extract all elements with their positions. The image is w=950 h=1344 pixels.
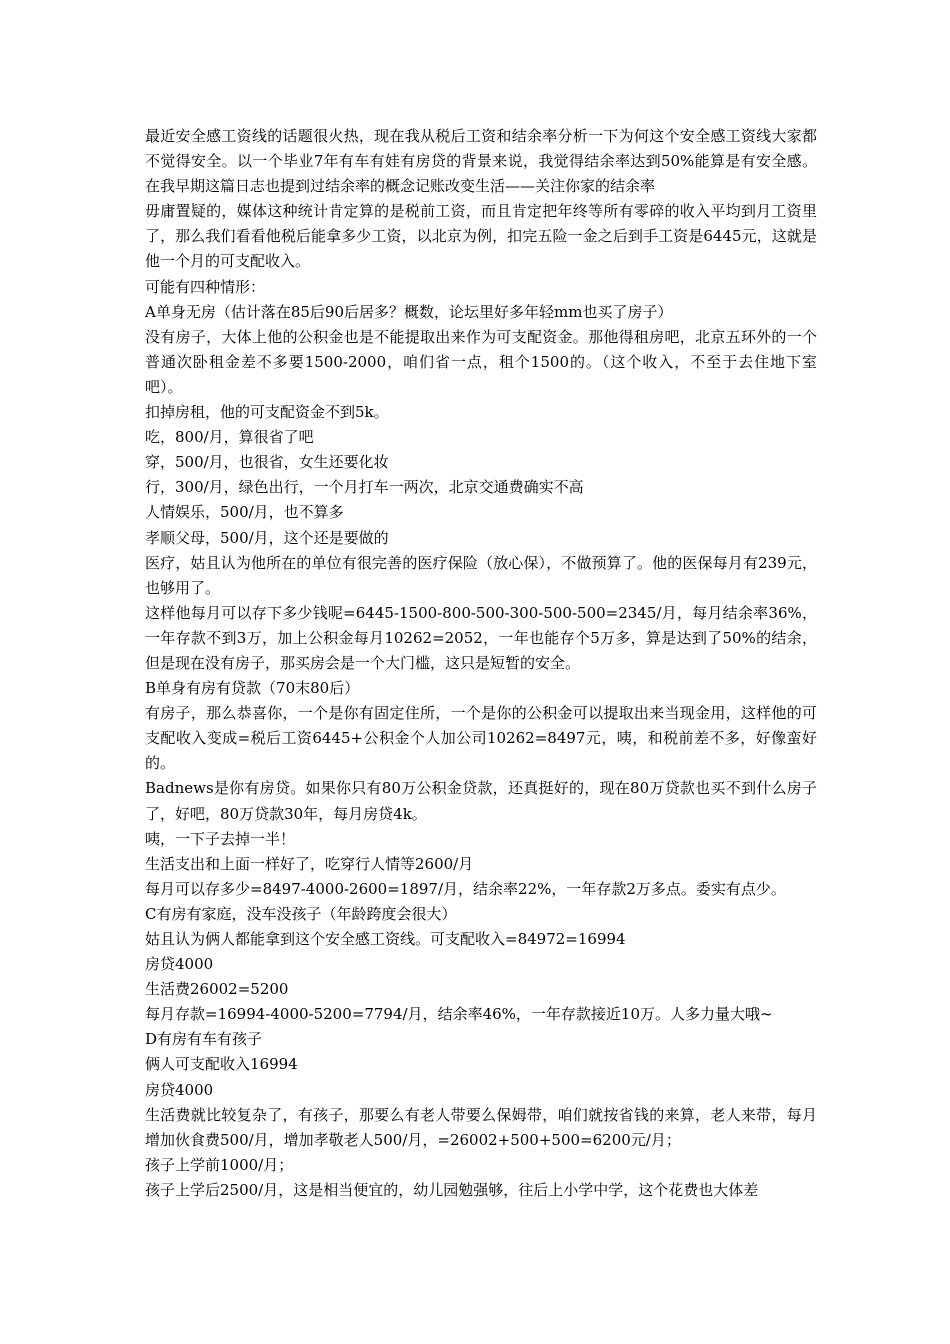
expense-line: 行，300/月，绿色出行，一个月打车一两次，北京交通费确实不高 bbox=[145, 478, 584, 497]
paragraph: 房贷4000 bbox=[145, 955, 214, 974]
paragraph: 生活费就比较复杂了，有孩子，那要么有老人带要么保姆带，咱们就按省钱的来算，老人来带，每月增加伙食费500/月，增加孝敬老人500/月，=26002+500+500=6200元/月； bbox=[145, 1105, 817, 1149]
expense-line: 穿，500/月，也很省，女生还要化妆 bbox=[145, 453, 389, 472]
expense-line: 孝顺父母，500/月，这个还是要做的 bbox=[145, 528, 389, 547]
paragraph: 俩人可支配收入16994 bbox=[145, 1055, 298, 1074]
paragraph: 可能有四种情形： bbox=[145, 277, 266, 296]
section-heading-a: A单身无房（估计落在85后90后居多？概数，论坛里好多年轻mm也买了房子） bbox=[145, 302, 673, 321]
paragraph: 毋庸置疑的，媒体这种统计肯定算的是税前工资，而且肯定把年终等所有零碎的收入平均到月工资里了，那么我们看看他税后能拿多少工资，以北京为例，扣完五险一金之后到手工资是6445元，这就是他一个月的可支配收入。 bbox=[145, 202, 817, 271]
expense-line: 人情娱乐，500/月，也不算多 bbox=[145, 503, 344, 522]
paragraph: 扣掉房租，他的可支配资金不到5k。 bbox=[145, 403, 389, 422]
paragraph: Badnews是你有房贷。如果你只有80万公积金贷款，还真挺好的，现在80万贷款也买不到什么房子了，好吧，80万贷款30年，每月房贷4k。 bbox=[145, 779, 817, 823]
section-heading-d: D有房有车有孩子 bbox=[145, 1030, 263, 1049]
paragraph: 生活支出和上面一样好了，吃穿行人情等2600/月 bbox=[145, 854, 474, 873]
expense-line: 吃，800/月，算很省了吧 bbox=[145, 428, 314, 447]
paragraph: 这样他每月可以存下多少钱呢=6445-1500-800-500-300-500-500=2345/月，每月结余率36%，一年存款不到3万，加上公积金每月10262=2052，一年也能存个5万多，算是达到了50%的结余，但是现在没有房子，那买房会是一个大门槛，这只是短暂的安全。 bbox=[145, 603, 817, 672]
paragraph: 每月可以存多少=8497-4000-2600=1897/月，结余率22%，一年存款2万多点。委实有点少。 bbox=[145, 879, 786, 898]
paragraph: 最近安全感工资线的话题很火热，现在我从税后工资和结余率分析一下为何这个安全感工资线大家都不觉得安全。以一个毕业7年有车有娃有房贷的背景来说，我觉得结余率达到50%能算是有安全感。在我早期这篇日志也提到过结余率的概念记账改变生活——关注你家的结余率 bbox=[145, 127, 817, 196]
section-heading-c: C有房有家庭，没车没孩子（年龄跨度会很大） bbox=[145, 904, 457, 923]
paragraph: 没有房子，大体上他的公积金也是不能提取出来作为可支配资金。那他得租房吧，北京五环外的一个普通次卧租金差不多要1500-2000，咱们省一点，租个1500的。（这个收入，不至于去住地下室吧）。 bbox=[145, 327, 817, 396]
paragraph: 孩子上学前1000/月； bbox=[145, 1155, 294, 1174]
paragraph: 每月存款=16994-4000-5200=7794/月，结余率46%，一年存款接近10万。人多力量大哦~ bbox=[145, 1005, 773, 1024]
paragraph: 房贷4000 bbox=[145, 1080, 214, 1099]
document-body bbox=[145, 124, 817, 1203]
paragraph: 生活费26002=5200 bbox=[145, 980, 289, 999]
paragraph: 孩子上学后2500/月，这是相当便宜的，幼儿园勉强够，往后上小学中学，这个花费也大体差 bbox=[145, 1180, 759, 1199]
paragraph: 咦，一下子去掉一半！ bbox=[145, 829, 296, 848]
paragraph: 有房子，那么恭喜你，一个是你有固定住所，一个是你的公积金可以提取出来当现金用，这样他的可支配收入变成=税后工资6445+公积金个人加公司10262=8497元，咦，和税前差不多，好像蛮好的。 bbox=[145, 704, 817, 773]
paragraph: 医疗，姑且认为他所在的单位有很完善的医疗保险（放心保），不做预算了。他的医保每月有239元，也够用了。 bbox=[145, 553, 817, 597]
paragraph: 姑且认为俩人都能拿到这个安全感工资线。可支配收入=84972=16994 bbox=[145, 930, 626, 948]
section-heading-b: B单身有房有贷款（70末80后） bbox=[145, 679, 360, 698]
